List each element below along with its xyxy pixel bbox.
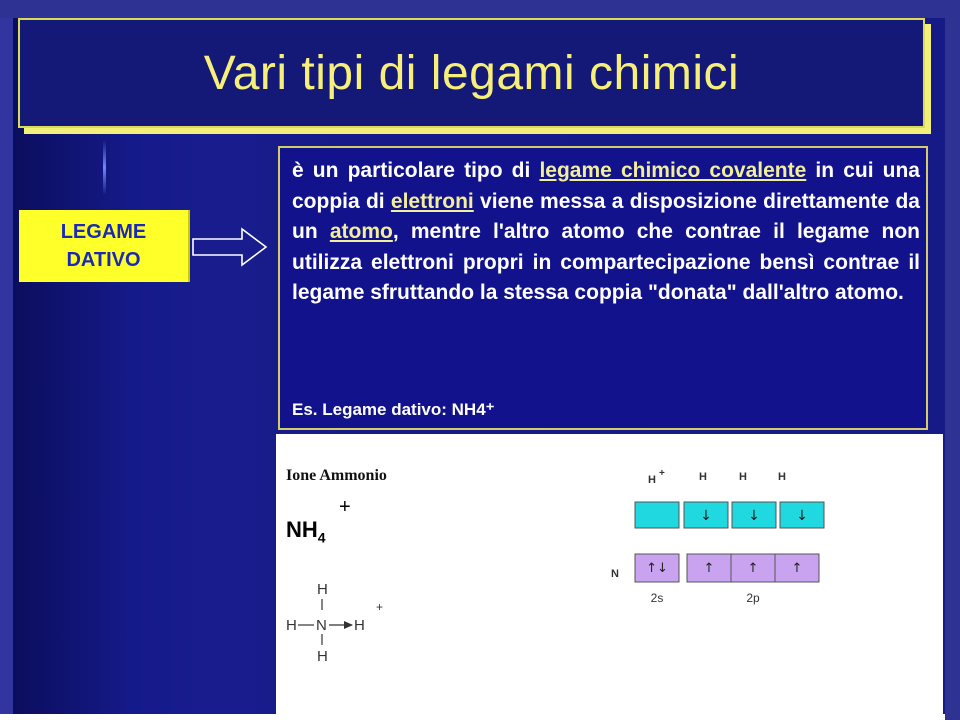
orb-h-label-3: H: [739, 471, 747, 483]
definition-part-2: in cui una coppia di: [292, 159, 920, 213]
spin-pair: ↑↓: [646, 561, 668, 576]
spin-up-1: ↑: [703, 561, 715, 576]
label-2s: 2s: [650, 591, 664, 605]
struct-n: N: [316, 617, 327, 634]
spin-down-3: ↓: [796, 508, 808, 524]
spin-up-3: ↑: [791, 561, 803, 576]
label-text: [19, 218, 188, 274]
orb-n-label: N: [611, 568, 619, 580]
spin-down-1: ↓: [700, 508, 712, 524]
link-atomo[interactable]: atomo: [329, 220, 393, 243]
label-line-2: DATIVO: [66, 249, 141, 271]
example-text: Es. Legame dativo: NH4⁺: [292, 400, 495, 419]
formula-charge: +: [339, 496, 351, 518]
struct-h-right: H: [354, 617, 365, 634]
ammonium-formula: [286, 517, 326, 545]
orb-h-label-4: H: [778, 471, 786, 483]
label-2p: 2p: [746, 591, 760, 605]
formula-base: NH: [286, 517, 318, 542]
ammonium-structure: [284, 584, 404, 674]
dative-arrowhead-icon: [344, 621, 353, 629]
right-arrow-icon: [192, 227, 268, 267]
slide-title: Vari tipi di legami chimici: [203, 46, 740, 100]
struct-h-left: H: [286, 617, 297, 634]
label-line-1: LEGAME: [60, 221, 147, 243]
bottom-frame: [0, 714, 945, 720]
link-legame-covalente[interactable]: legame chimico covalente: [539, 159, 807, 182]
definition-text: [292, 156, 920, 309]
orb-h-plus: +: [659, 468, 665, 479]
definition-box: [278, 146, 928, 430]
spin-up-2: ↑: [747, 561, 759, 576]
diagram-panel: [276, 434, 943, 714]
struct-h-top: H: [317, 584, 328, 598]
top-frame: [0, 0, 960, 18]
legame-dativo-label: [19, 210, 190, 282]
struct-charge: +: [376, 600, 384, 614]
orb-h-label-1: H: [648, 474, 656, 486]
definition-part-4: , mentre l'altro atomo che contrae il legame non utilizza elettroni propri in compartecipazione bensì contrae il legame sfruttando la stessa coppia "donata" dall'altro atomo.: [292, 220, 921, 304]
h-plus-orbital: [635, 502, 679, 528]
spin-down-2: ↓: [748, 508, 760, 524]
title-box: [18, 18, 925, 128]
definition-part-3: viene messa a disposizione direttamente da un: [292, 189, 920, 243]
struct-h-bottom: H: [317, 648, 328, 665]
left-frame: [0, 18, 13, 720]
decorative-line: [103, 140, 106, 195]
definition-part-1: è un particolare tipo di: [292, 159, 540, 182]
formula-subscript: 4: [317, 529, 326, 546]
right-frame: [945, 0, 960, 720]
ion-title: Ione Ammonio: [286, 467, 387, 484]
link-elettroni[interactable]: elettroni: [390, 189, 474, 213]
orbital-diagram: [601, 464, 841, 614]
orb-h-label-2: H: [699, 471, 707, 483]
